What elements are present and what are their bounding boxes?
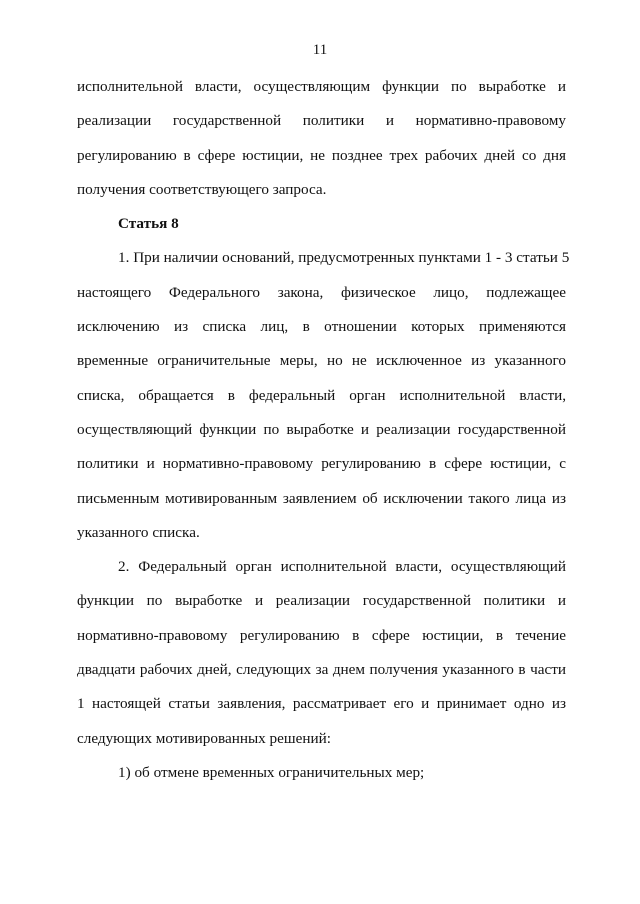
text-line: нормативно-правовому регулированию в сфере юстиции, в течение [77, 626, 566, 644]
text-line: двадцати рабочих дней, следующих за днем получения указанного в части [77, 661, 566, 679]
text-line: исключению из списка лиц, в отношении которых применяются [77, 318, 566, 336]
text-line: следующих мотивированных решений: [77, 729, 331, 747]
text-line: списка, обращается в федеральный орган исполнительной власти, [77, 386, 566, 404]
text-line: настоящего Федерального закона, физическое лицо, подлежащее [77, 283, 566, 301]
text-line: 1 настоящей статьи заявления, рассматривает его и принимает одно из [77, 695, 566, 713]
text-line: реализации государственной политики и нормативно-правовому [77, 112, 566, 130]
text-line: осуществляющий функции по выработке и реализации государственной [77, 420, 566, 438]
document-body [77, 75, 570, 795]
page-number: 11 [312, 42, 328, 58]
text-line: политики и нормативно-правовому регулированию в сфере юстиции, с [77, 455, 566, 473]
text-line: 1) об отмене временных ограничительных мер; [118, 763, 425, 781]
article-heading: Статья 8 [118, 215, 179, 233]
text-line: 1. При наличии оснований, предусмотренных пунктами 1 - 3 статьи 5 [118, 249, 570, 267]
text-line: исполнительной власти, осуществляющим функции по выработке и [77, 78, 566, 95]
text-line: получения соответствующего запроса. [77, 180, 327, 198]
text-line: функции по выработке и реализации государственной политики и [77, 592, 566, 610]
text-line: письменным мотивированным заявлением об исключении такого лица из [77, 489, 566, 507]
text-line: временные ограничительные меры, но не исключенное из указанного [77, 352, 566, 370]
text-line: 2. Федеральный орган исполнительной власти, осуществляющий [118, 558, 566, 576]
text-line: указанного списка. [77, 523, 200, 541]
text-line: регулированию в сфере юстиции, не позднее трех рабочих дней со дня [77, 146, 566, 164]
